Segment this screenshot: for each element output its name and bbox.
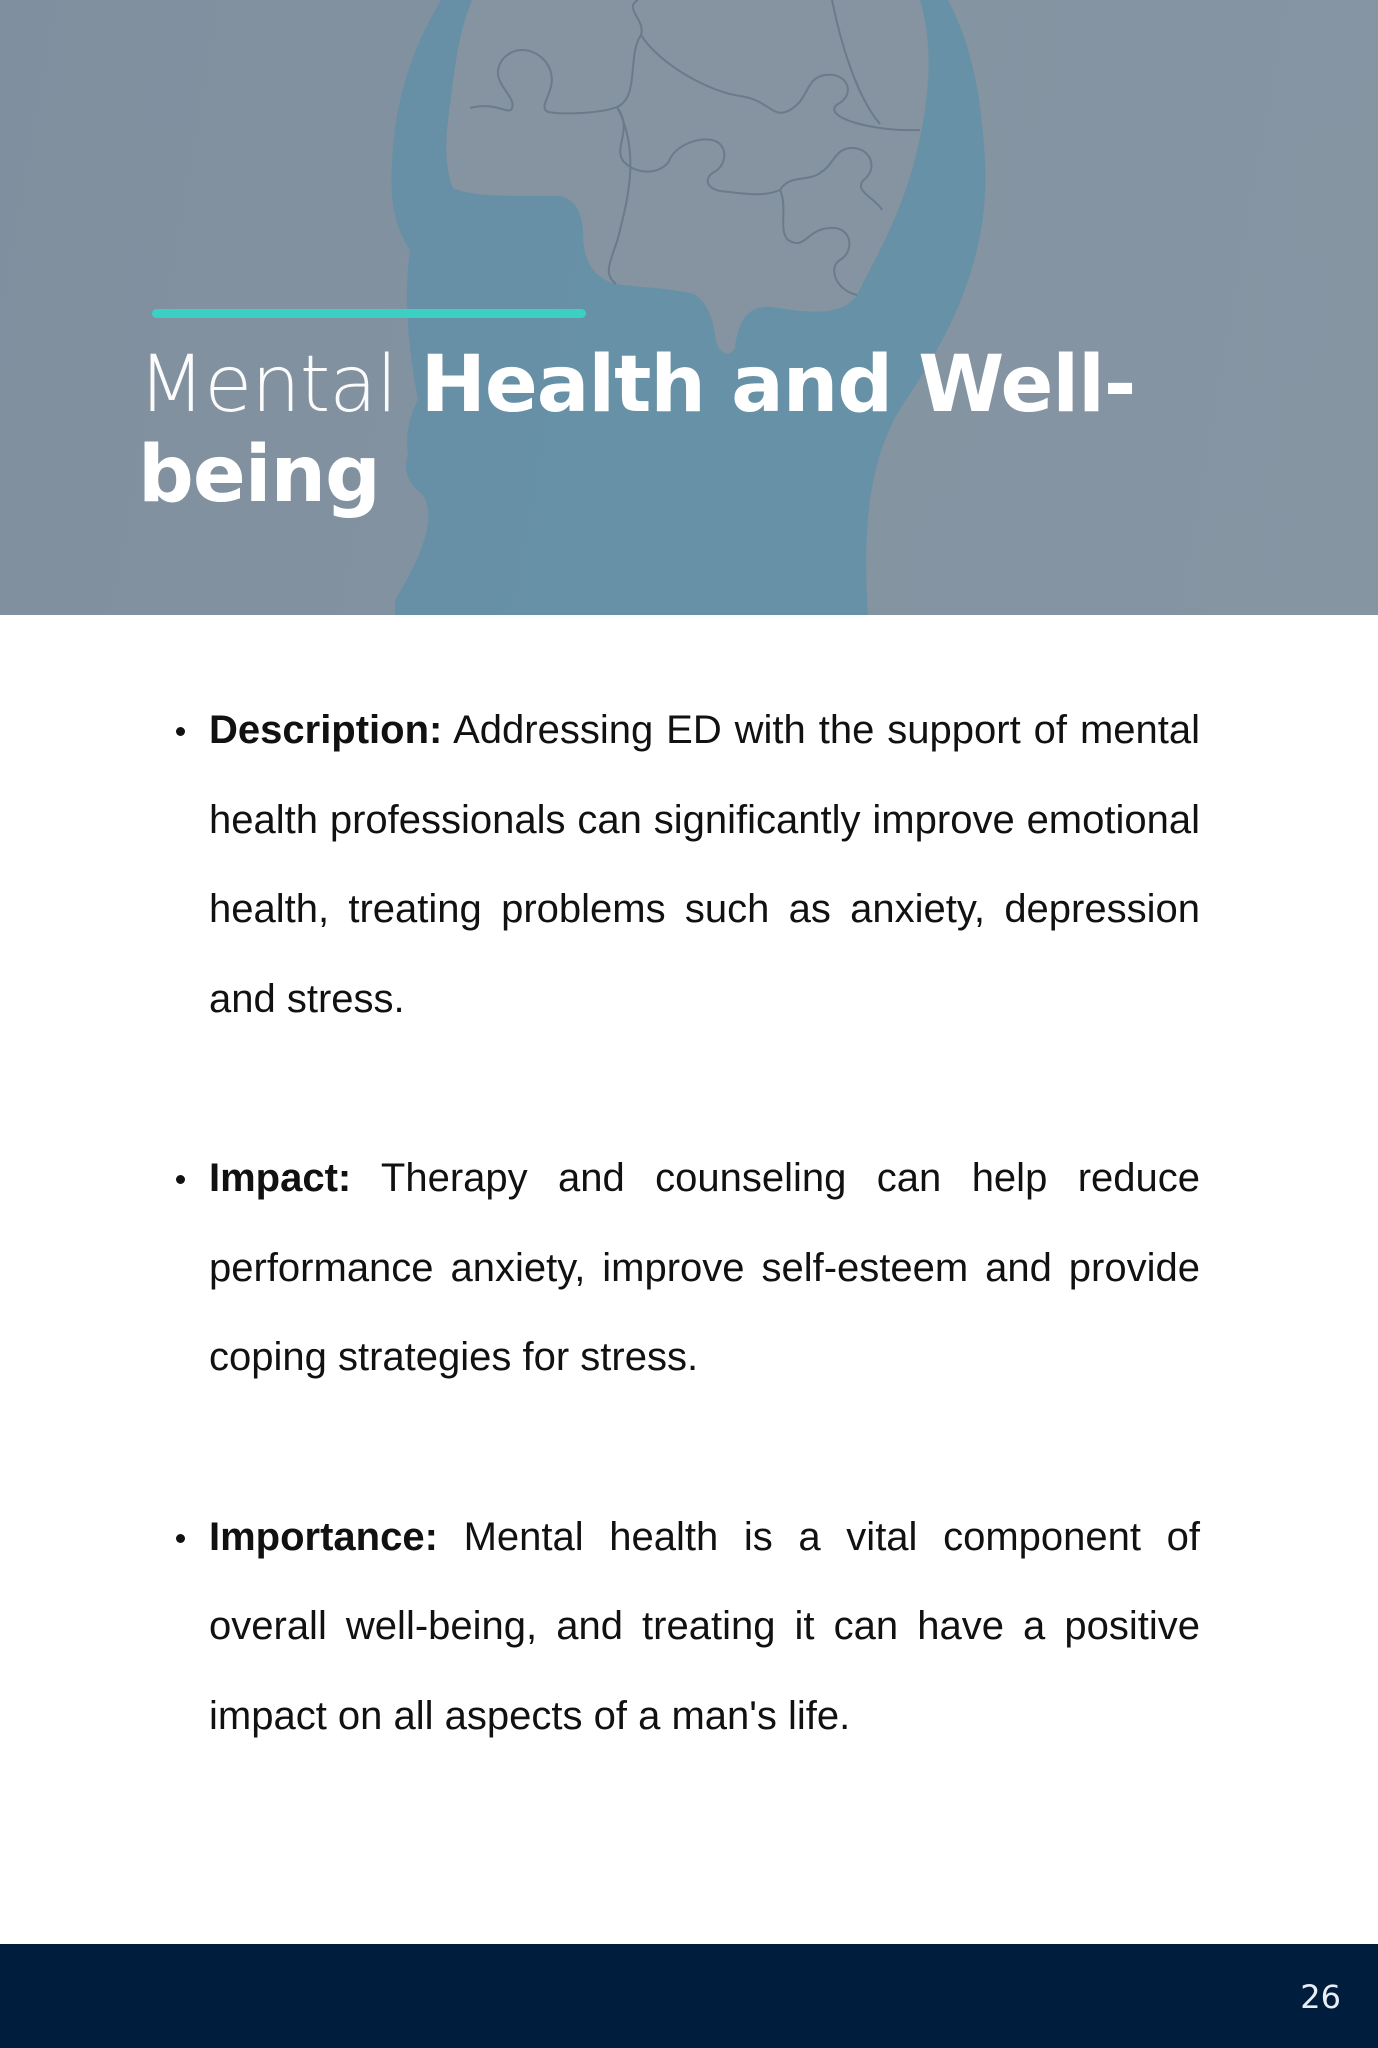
title-accent-bar	[152, 309, 586, 318]
item-text: Addressing ED with the support of mental health professionals can significantly improve emotional health, treating problems such as anxiety, depression and stress.	[209, 708, 1200, 1021]
page-title	[138, 340, 1138, 520]
item-text: Mental health is a vital component of overall well-being, and treating it can have a positive impact on all aspects of a man's life.	[209, 1514, 1200, 1738]
page-number: 26	[1300, 1978, 1341, 2016]
item-label: Impact:	[209, 1156, 352, 1200]
puzzle-head-image	[0, 0, 1378, 615]
item-text: Therapy and counseling can help reduce performance anxiety, improve self-esteem and provide coping strategies for stress.	[209, 1156, 1201, 1379]
item-label: Description:	[209, 708, 443, 752]
list-item	[170, 1493, 1200, 1762]
bullet-icon	[176, 1175, 185, 1184]
item-label: Importance:	[209, 1514, 438, 1559]
title-light: Mental	[138, 340, 397, 430]
bullet-icon	[176, 727, 185, 736]
list-item	[170, 1134, 1200, 1403]
content-list	[170, 686, 1200, 1761]
list-item	[170, 686, 1200, 1044]
bullet-icon	[176, 1534, 185, 1543]
hero-banner	[0, 0, 1378, 615]
footer-bar	[0, 1944, 1378, 2048]
title-bold: Health and Well-being	[138, 340, 1136, 520]
